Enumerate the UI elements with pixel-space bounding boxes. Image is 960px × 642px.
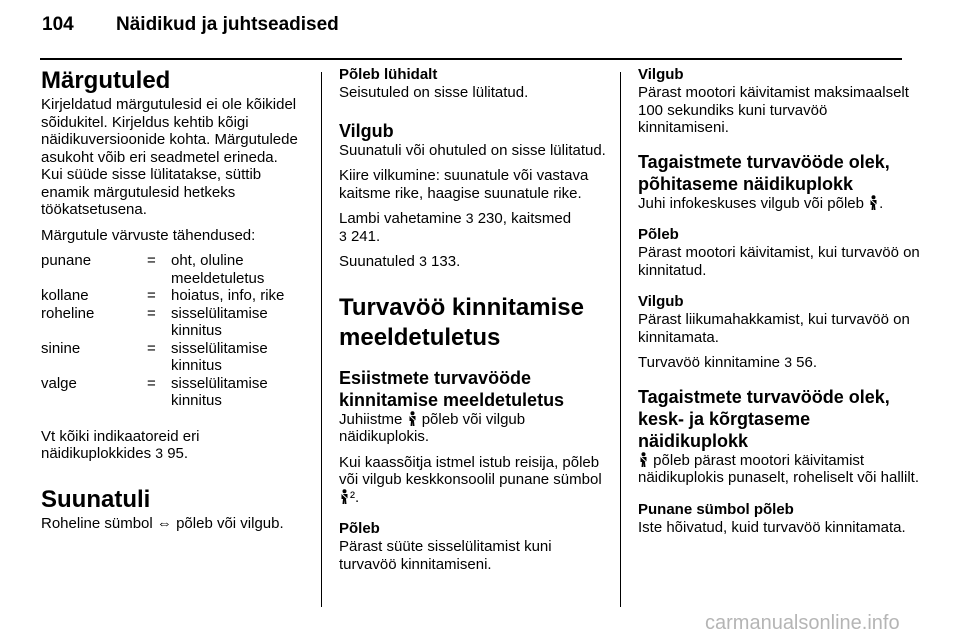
juhiistme-text-before: Juhiistme bbox=[339, 410, 403, 428]
equals-sign: = bbox=[147, 287, 156, 304]
juhi-info-text: Juhi infokeskuses vilgub või põleb bbox=[638, 194, 864, 212]
page-ref-arrow-icon: 3 bbox=[465, 210, 474, 226]
kaassoitja-paragraph: Kui kaassõitja istmel istub reisija, põleb või vilgub keskkonsoolil punane sümbol ². bbox=[339, 453, 602, 506]
poleb-text: Pärast süüte sisselülitamist kuni turvavöö kinnitamiseni. bbox=[339, 538, 552, 573]
vilgub-text-1: Suunatuli või ohutuled on sisse lülitatud. bbox=[339, 141, 606, 159]
juhiistme-text-after: põleb või vilgub näidikuplokis. bbox=[339, 410, 526, 445]
suunatuled-page-ref[interactable]: 133. bbox=[431, 253, 461, 270]
seatbelt-icon bbox=[638, 452, 649, 467]
header-rule bbox=[40, 58, 902, 60]
page-ref-arrow-icon: 3 bbox=[339, 227, 347, 244]
section-heading-margutuled: Märgutuled bbox=[41, 67, 171, 94]
juhiistme-paragraph bbox=[339, 411, 607, 446]
color-meaning: sisselülitamise kinnitus bbox=[171, 339, 268, 374]
heading-tagaistmete-kesktase: Tagaistmete turvavööde olek, kesk- ja kõrgtaseme näidikuplokk bbox=[638, 386, 890, 451]
heading-poleb: Põleb bbox=[638, 226, 679, 243]
suunatuli-text-after: põleb või vilgub. bbox=[176, 514, 284, 532]
suunatuled-text: Suunatuled bbox=[339, 253, 415, 270]
see-also-paragraph bbox=[41, 428, 303, 463]
suunatuli-paragraph bbox=[41, 515, 303, 533]
suunatuled-paragraph bbox=[339, 253, 607, 271]
lambi-page-ref-1[interactable]: 230, kaitsmed bbox=[477, 210, 572, 227]
color-meaning-table bbox=[41, 252, 303, 410]
watermark: carmanualsonline.info bbox=[705, 612, 900, 634]
turvavoo-kinnitamine-text: Turvavöö kinnitamine bbox=[638, 354, 781, 371]
section-heading-suunatuli: Suunatuli bbox=[41, 485, 151, 513]
color-name: punane bbox=[41, 252, 92, 269]
section-heading-turvavoo: Turvavöö kinnitamise meeldetuletus bbox=[339, 293, 584, 351]
column-divider-2 bbox=[620, 72, 621, 607]
page-ref-arrow-icon: 3 bbox=[155, 445, 164, 461]
table-row bbox=[41, 287, 303, 305]
vilgub-text-2: Kiire vilkumine: suunatule või vastava kaitsme rike, haagise suunatule rike. bbox=[339, 167, 589, 202]
heading-punane-symbol: Punane sümbol põleb bbox=[638, 500, 794, 518]
see-also-text: Vt kõiki indikaatoreid eri näidikuplokkides bbox=[41, 427, 200, 462]
heading-poleb-lyhidalt: Põleb lühidalt bbox=[339, 66, 438, 83]
vilgub-2-text: Pärast liikumahakkamist, kui turvavöö on kinnitamata. bbox=[638, 311, 910, 346]
turn-signal-icon: ⇔ bbox=[156, 514, 172, 532]
seatbelt-passenger-suffix: ² bbox=[350, 488, 355, 506]
equals-sign: = bbox=[147, 252, 156, 269]
see-also-page-ref[interactable]: 95. bbox=[167, 445, 189, 462]
page-header-title: Näidikud ja juhtseadised bbox=[116, 14, 339, 35]
vilgub-text: Pärast mootori käivitamist maksimaalselt 100 sekundiks kuni turvavöö kinnitamiseni. bbox=[638, 84, 909, 136]
heading-esiistmete: Esiistmete turvavööde kinnitamise meeldetuletus bbox=[339, 367, 565, 410]
heading-vilgub-1: Vilgub bbox=[638, 66, 684, 83]
heading-tagaistmete-pohitase: Tagaistmete turvavööde olek, põhitaseme näidikuplokk bbox=[638, 151, 890, 194]
equals-sign: = bbox=[147, 374, 156, 392]
color-meaning: sisselülitamise kinnitus bbox=[171, 374, 268, 409]
lambi-text: Lambi vahetamine bbox=[339, 210, 462, 227]
heading-vilgub: Vilgub bbox=[339, 120, 394, 141]
juhi-info-paragraph: Juhi infokeskuses vilgub või põleb . bbox=[638, 194, 884, 212]
column-3 bbox=[638, 66, 920, 536]
color-meaning: hoiatus, info, rike bbox=[171, 287, 285, 304]
poleb-lyhidalt-text: Seisutuled on sisse lülitatud. bbox=[339, 84, 529, 101]
page-number: 104 bbox=[42, 14, 74, 35]
colors-intro: Märgutule värvuste tähendused: bbox=[41, 226, 256, 244]
color-meaning: sisselülitamise kinnitus bbox=[171, 304, 268, 339]
page-ref-arrow-icon: 3 bbox=[784, 354, 792, 370]
equals-sign: = bbox=[147, 339, 156, 357]
kesk-text: põleb pärast mootori käivitamist näidikuplokis punaselt, roheliselt või hallilt. bbox=[638, 451, 919, 486]
column-1 bbox=[41, 66, 303, 532]
kesk-paragraph bbox=[638, 452, 920, 487]
heading-poleb: Põleb bbox=[339, 520, 380, 537]
intro-paragraph: Kirjeldatud märgutulesid ei ole kõikidel sõidukitel. Kirjeldus kehtib kõigi näidikuversioonide kohta. Märgutulede asukoht võib eri seadmetel erineda. Kui süüde sisse lülitatakse, süttib enamik märgutulesid hetkeks töökatsetusena. bbox=[41, 96, 298, 218]
color-name: roheline bbox=[41, 304, 95, 322]
suunatuli-text-before: Roheline sümbol bbox=[41, 514, 153, 532]
lambi-page-ref-2[interactable]: 241. bbox=[350, 227, 381, 245]
punane-text: Iste hõivatud, kuid turvavöö kinnitamata. bbox=[638, 518, 906, 536]
table-row bbox=[41, 252, 303, 287]
equals-sign: = bbox=[147, 304, 156, 322]
seatbelt-icon bbox=[868, 195, 879, 210]
table-row bbox=[41, 305, 303, 340]
seatbelt-icon bbox=[407, 411, 418, 426]
kaassoitja-text: Kui kaassõitja istmel istub reisija, põleb või vilgub keskkonsoolil punane sümbol bbox=[339, 453, 602, 488]
page-ref-arrow-icon: 3 bbox=[419, 253, 427, 269]
color-name: sinine bbox=[41, 339, 81, 357]
turvavoo-kinnitamine-page-ref[interactable]: 56. bbox=[796, 354, 818, 371]
column-divider-1 bbox=[321, 72, 322, 607]
seatbelt-passenger-icon bbox=[339, 489, 350, 504]
turvavoo-kinnitamine-paragraph bbox=[638, 354, 920, 372]
heading-vilgub-2: Vilgub bbox=[638, 293, 684, 310]
lambi-paragraph bbox=[339, 210, 607, 245]
color-meaning: oht, oluline meeldetuletus bbox=[171, 252, 265, 287]
color-name: valge bbox=[41, 374, 77, 392]
table-row bbox=[41, 375, 303, 410]
column-2 bbox=[339, 66, 607, 573]
color-name: kollane bbox=[41, 287, 89, 304]
poleb-text: Pärast mootori käivitamist, kui turvavöö on kinnitatud. bbox=[638, 244, 920, 279]
table-row bbox=[41, 340, 303, 375]
